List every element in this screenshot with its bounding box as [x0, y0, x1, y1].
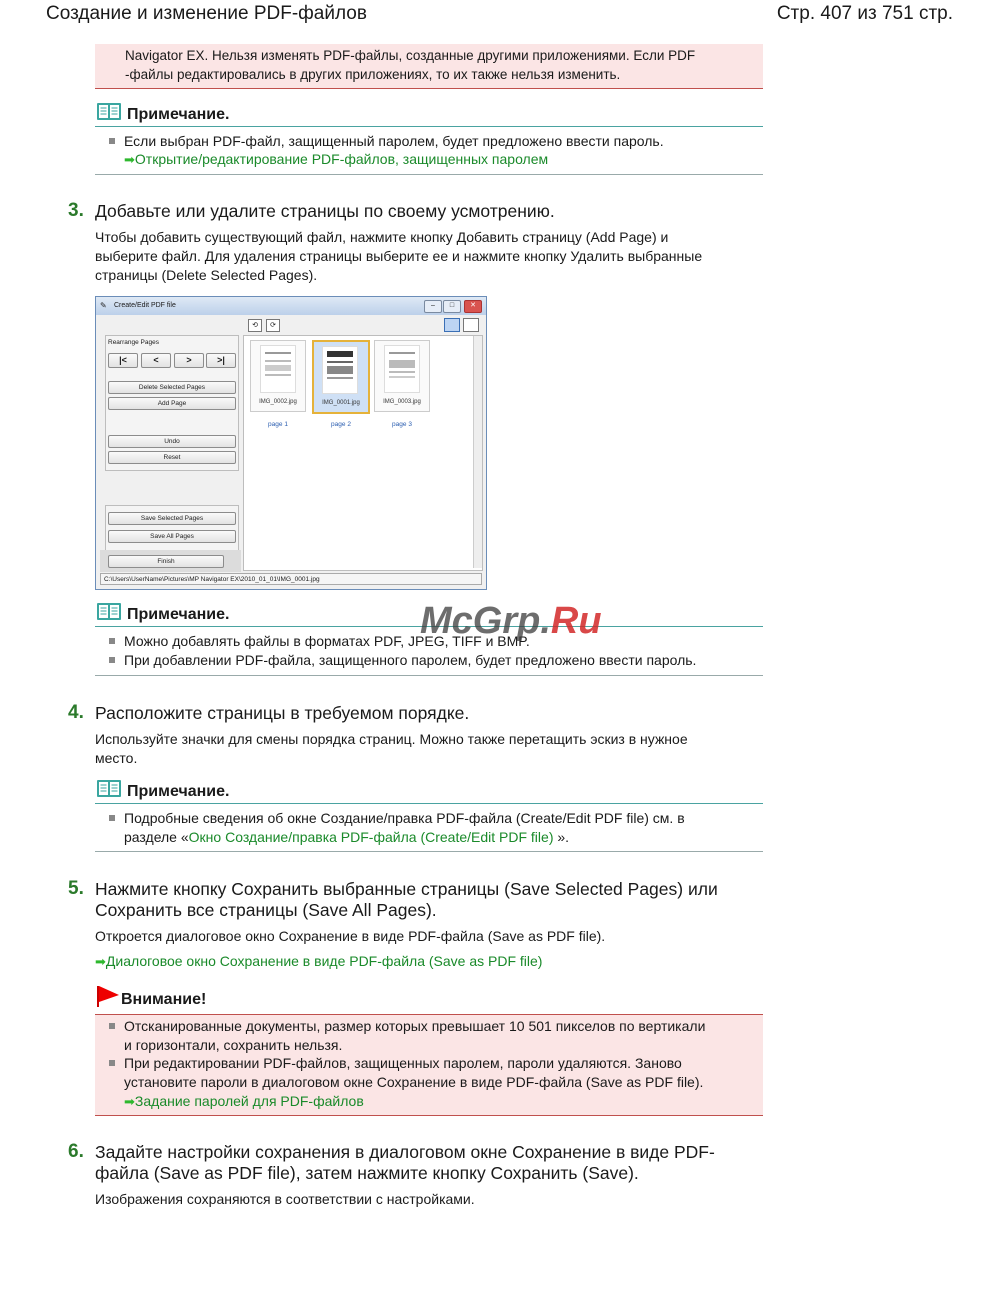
step-title	[95, 879, 718, 921]
note-book-icon	[96, 602, 122, 621]
note-bottom-rule	[95, 851, 763, 852]
note-bottom-rule	[95, 675, 763, 676]
warning-continuation-box	[95, 44, 763, 89]
warning-heading: Внимание!	[121, 991, 207, 1008]
note-bullet-line: Подробные сведения об окне Создание/правка PDF-файла (Create/Edit PDF file) см. в	[124, 810, 685, 826]
bullet	[109, 1023, 115, 1029]
step-body-line: Используйте значки для смены порядка страниц. Можно также перетащить эскиз в нужное	[95, 731, 688, 747]
note-book-icon	[96, 102, 122, 121]
add-page-button[interactable]: Add Page	[108, 397, 236, 410]
password-pdf-link[interactable]: Открытие/редактирование PDF-файлов, защищенных паролем	[134, 151, 549, 167]
warning-bullet-text	[124, 1054, 703, 1111]
step-title	[95, 1142, 715, 1184]
warning-link-row	[124, 1092, 703, 1111]
step-title-line: Сохранить все страницы (Save All Pages).	[95, 900, 437, 920]
step-number: 4.	[68, 702, 84, 723]
move-right-button[interactable]: >	[174, 353, 204, 368]
pdf-password-link[interactable]: Задание паролей для PDF-файлов	[134, 1093, 364, 1109]
bullet	[109, 138, 115, 144]
maximize-icon[interactable]: □	[443, 300, 461, 313]
step-title: Добавьте или удалите страницы по своему усмотрению.	[95, 201, 555, 221]
window-title: Create/Edit PDF file	[114, 302, 176, 309]
step-body	[95, 228, 702, 285]
thumbnail-page-label: page 3	[392, 421, 412, 428]
window-titlebar	[96, 297, 486, 315]
page-thumbnail-selected[interactable]	[312, 340, 370, 428]
step-body: Изображения сохраняются в соответствии с настройками.	[95, 1191, 475, 1207]
rotate-left-icon[interactable]: ⟲	[248, 319, 262, 332]
step-title: Расположите страницы в требуемом порядке.	[95, 703, 470, 723]
delete-selected-pages-button[interactable]: Delete Selected Pages	[108, 381, 236, 394]
warning-line: установите пароли в диалоговом окне Сохранение в виде PDF-файла (Save as PDF file).	[124, 1074, 704, 1090]
thumbnail-image	[260, 345, 296, 393]
step-body-line: Чтобы добавить существующий файл, нажмите кнопку Добавить страницу (Add Page) и	[95, 229, 669, 245]
move-left-button[interactable]: <	[141, 353, 171, 368]
page-thumbnail[interactable]	[374, 340, 430, 428]
app-icon: ✎	[100, 301, 107, 310]
note-heading: Примечание.	[127, 106, 230, 123]
arrow-right-icon: ➡	[124, 152, 135, 167]
note-heading: Примечание.	[127, 783, 230, 800]
warning-line: Отсканированные документы, размер которых превышает 10 501 пикселов по вертикали	[124, 1018, 706, 1034]
warning-text-line: Navigator EX. Нельзя изменять PDF-файлы, созданные другими приложениями. Если PDF	[125, 48, 696, 63]
create-edit-window-link[interactable]: Окно Создание/правка PDF-файла (Create/Edit PDF file)	[188, 829, 554, 845]
page-thumbnail[interactable]	[250, 340, 306, 428]
note-book-icon	[96, 779, 122, 798]
note-bullet-text: Если выбран PDF-файл, защищенный паролем, будет предложено ввести пароль.	[124, 133, 664, 149]
note-rule	[95, 126, 763, 127]
step-number: 3.	[68, 200, 84, 221]
step-body-line: страницы (Delete Selected Pages).	[95, 267, 318, 283]
watermark-text-accent: Ru	[550, 600, 602, 642]
warning-flag-icon	[96, 984, 120, 1008]
warning-bullet-text	[124, 1017, 705, 1055]
warning-line: При редактировании PDF-файлов, защищенных паролем, пароли удаляются. Заново	[124, 1055, 682, 1071]
close-icon[interactable]: ✕	[464, 300, 482, 313]
thumbnail-area	[243, 335, 483, 571]
note-text-segment: разделе «	[124, 829, 189, 845]
document-title: Создание и изменение PDF-файлов	[46, 3, 367, 24]
note-bottom-rule	[95, 174, 763, 175]
note-bullet-text: Можно добавлять файлы в форматах PDF, JPEG, TIFF и BMP.	[124, 633, 530, 649]
create-edit-pdf-window	[95, 296, 487, 590]
rotate-right-icon[interactable]: ⟳	[266, 319, 280, 332]
minimize-icon[interactable]: –	[424, 300, 442, 313]
watermark-text: McGrp.	[420, 600, 551, 642]
thumbnail-page-label: page 2	[331, 421, 351, 428]
rearrange-label: Rearrange Pages	[108, 339, 159, 346]
step-body: Откроется диалоговое окно Сохранение в виде PDF-файла (Save as PDF file).	[95, 928, 606, 944]
page-view-icon[interactable]	[463, 318, 479, 332]
save-all-pages-button[interactable]: Save All Pages	[108, 530, 236, 543]
watermark	[420, 600, 602, 643]
step-link-row	[95, 952, 542, 971]
bullet	[109, 815, 115, 821]
warning-text-line: -файлы редактировались в других приложениях, то их также нельзя изменить.	[125, 67, 621, 82]
step-title-line: файла (Save as PDF file), затем нажмите кнопку Сохранить (Save).	[95, 1163, 639, 1183]
bullet	[109, 657, 115, 663]
undo-button[interactable]: Undo	[108, 435, 236, 448]
step-title-line: Нажмите кнопку Сохранить выбранные страницы (Save Selected Pages) или	[95, 879, 718, 899]
thumbnail-page-label: page 1	[268, 421, 288, 428]
bullet	[109, 1060, 115, 1066]
step-body-line: место.	[95, 750, 138, 766]
bullet	[109, 638, 115, 644]
note-bullet-line	[124, 828, 685, 847]
step-number: 6.	[68, 1141, 84, 1162]
move-first-button[interactable]: |<	[108, 353, 138, 368]
thumbnail-view-icon[interactable]	[444, 318, 460, 332]
thumbnail-filename: IMG_0003.jpg	[383, 399, 421, 405]
finish-button[interactable]: Finish	[108, 555, 224, 568]
note-heading: Примечание.	[127, 606, 230, 623]
arrow-right-icon: ➡	[124, 1094, 135, 1109]
thumbnail-image	[322, 346, 358, 394]
move-last-button[interactable]: >|	[206, 353, 236, 368]
save-selected-pages-button[interactable]: Save Selected Pages	[108, 512, 236, 525]
vertical-scrollbar[interactable]	[473, 336, 482, 568]
note-rule	[95, 803, 763, 804]
page-counter: Стр. 407 из 751 стр.	[776, 3, 953, 24]
thumbnail-image	[384, 345, 420, 393]
note-link-row	[124, 150, 548, 169]
note-bullet-text: При добавлении PDF-файла, защищенного паролем, будет предложено ввести пароль.	[124, 652, 697, 668]
thumbnail-filename: IMG_0002.jpg	[259, 399, 297, 405]
note-bullet-text	[124, 809, 685, 847]
status-bar-path: C:\Users\UserName\Pictures\MP Navigator EX\2010_01_01\IMG_0001.jpg	[100, 573, 482, 585]
reset-button[interactable]: Reset	[108, 451, 236, 464]
step-body	[95, 730, 688, 768]
step-number: 5.	[68, 878, 84, 899]
thumbnail-filename: IMG_0001.jpg	[322, 400, 360, 406]
warning-line: и горизонтали, сохранить нельзя.	[124, 1037, 343, 1053]
step-title-line: Задайте настройки сохранения в диалоговом окне Сохранение в виде PDF-	[95, 1142, 715, 1162]
arrow-right-icon: ➡	[95, 954, 106, 969]
step-body-line: выберите файл. Для удаления страницы выберите ее и нажмите кнопку Удалить выбранные	[95, 248, 703, 264]
note-text-segment: ».	[553, 829, 570, 845]
save-as-pdf-dialog-link[interactable]: Диалоговое окно Сохранение в виде PDF-файла (Save as PDF file)	[105, 953, 543, 969]
